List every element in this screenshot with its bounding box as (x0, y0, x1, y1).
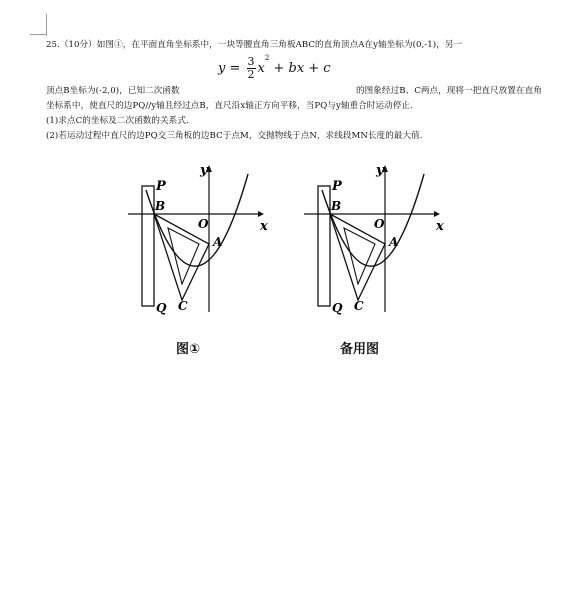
problem-line-2b: 的图象经过B、C两点，现将一把直尺放置在直角 (356, 86, 542, 96)
page-corner-mark-h (30, 34, 46, 35)
formula-numerator: 3 (247, 55, 255, 68)
label-c: C (354, 299, 364, 313)
formula-lhs: y = (218, 61, 241, 76)
label-a: A (213, 235, 223, 249)
formula-fraction (247, 56, 256, 81)
label-b: B (331, 199, 342, 213)
formula-variable: x (257, 61, 265, 76)
figure-2-diagram (296, 160, 456, 320)
page-corner-mark (40, 14, 47, 36)
label-y: y (200, 163, 208, 178)
problem-line-5: (2)若运动过程中直尺的边PQ交三角板的边BC于点M，交抛物线于点N，求线段MN长度的最大值. (46, 131, 423, 141)
quadratic-formula (218, 56, 331, 90)
label-a: A (389, 235, 399, 249)
label-p: P (332, 179, 342, 194)
label-p: P (156, 179, 166, 194)
label-o: O (198, 217, 209, 231)
label-x: x (260, 219, 268, 234)
figure-2-caption: 备用图 (340, 342, 380, 357)
formula-denominator: 2 (247, 68, 255, 81)
label-o: O (374, 217, 385, 231)
label-q: Q (332, 301, 343, 315)
label-b: B (155, 199, 166, 213)
label-q: Q (156, 301, 167, 315)
label-x: x (436, 219, 444, 234)
problem-line-2a: 顶点B坐标为(-2,0)，已知二次函数 (46, 86, 180, 96)
figure-1-caption: 图① (176, 342, 201, 357)
x-axis-arrow (258, 211, 264, 217)
label-c: C (178, 299, 188, 313)
label-y: y (376, 163, 384, 178)
figure-1-diagram (120, 160, 280, 320)
formula-rest: + bx + c (273, 61, 331, 76)
ruler (318, 186, 330, 306)
ruler (142, 186, 154, 306)
problem-line-1: 25.（10分）如图①，在平面直角坐标系中，一块等腰直角三角板ABC的直角顶点A在y轴坐标为(0,-1)，另一 (46, 40, 463, 50)
x-axis-arrow (434, 211, 440, 217)
formula-exponent: 2 (264, 54, 270, 62)
problem-line-4: (1)求点C的坐标及二次函数的关系式. (46, 116, 189, 126)
problem-line-3: 坐标系中，使直尺的边PQ//y轴且经过点B，直尺沿x轴正方向平移，当PQ与y轴重合时运动停止. (46, 101, 413, 111)
